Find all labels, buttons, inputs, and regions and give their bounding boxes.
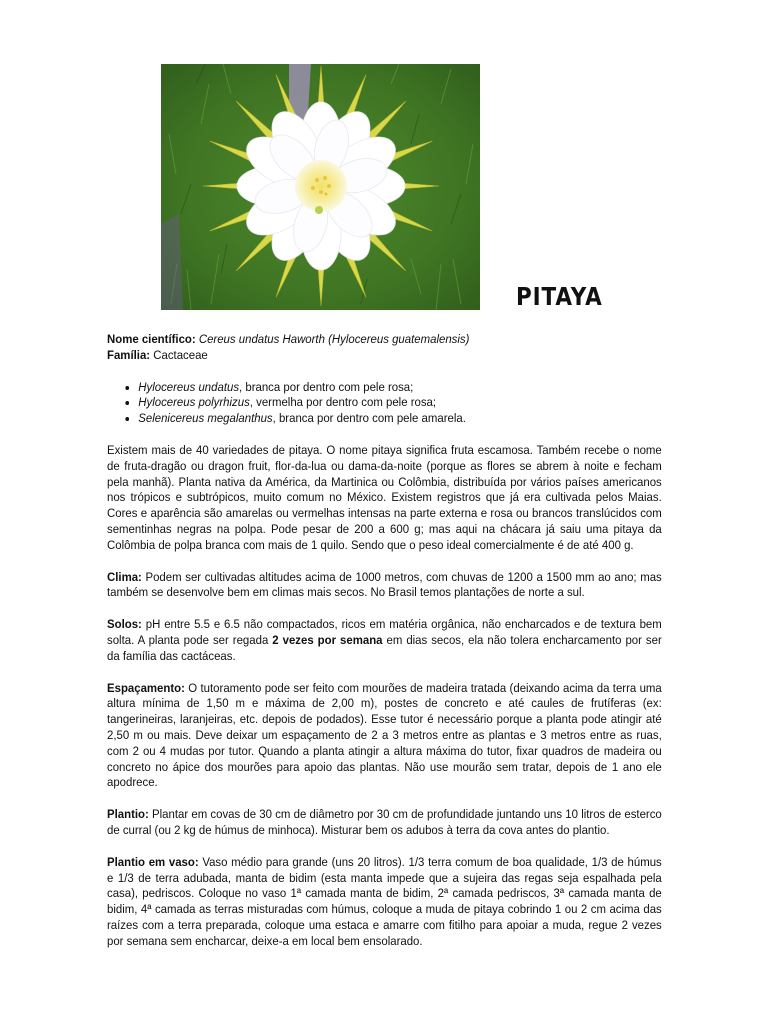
espacamento-paragraph (107, 681, 662, 792)
variety-desc: , vermelha por dentro com pele rosa; (249, 395, 437, 410)
list-item (138, 395, 661, 411)
family-line (107, 348, 662, 364)
page-title: PITAYA (516, 282, 603, 311)
family-label: Família: (107, 347, 151, 362)
varieties-list (107, 380, 662, 427)
plantio-paragraph (107, 807, 662, 839)
scientific-name-line (107, 332, 662, 348)
solos-label: Solos: (107, 617, 142, 632)
list-item (138, 380, 661, 396)
clima-label: Clima: (107, 569, 142, 584)
plantio-vaso-text: Vaso médio para grande (uns 20 litros). 1/3 terra comum de boa qualidade, 1/3 de húmus e 1/3 de terra adubada, manta de bidim (esta manta impede que a sujeira das regas seja espalhada pela casa), pedriscos. Coloque no vaso 1ª camada manta de bidim, 2ª camada pedriscos, 3ª camada manta de bidim, 4ª camada as terras misturadas com húmus, coloque a muda de pitaya cobrindo 1 ou 2 cm acima das raízes com a terra preparada, coloque uma estaca e amarre com fitilho para apoiar a muda, regue 2 vezes por semana sem encharcar, deixe-a em local bem ensolarado. (107, 854, 662, 948)
clima-paragraph (107, 570, 662, 602)
variety-name: Hylocereus polyrhizus (138, 395, 250, 410)
list-item (138, 411, 661, 427)
intro-paragraph: Existem mais de 40 variedades de pitaya. O nome pitaya significa fruta escamosa. Também recebe o nome de fruta-dragão ou dragon fruit, flor-da-lua ou dama-da-noite (porque as flores se abrem à noite e fecham pela manhã). Planta nativa da América, da Martinica ou Colômbia, distribuída por vários países americanos nos trópicos e subtrópicos, muito comum no México. Existem registros que já era cultivada pelos Maias. Cores e aparência são amarelas ou vermelhas intensas na parte externa e rosa ou brancos translúcidos com sementinhas negras na polpa. Pode pesar de 200 a 600 g; mas aqui na chácara já saiu uma pitaya da Colômbia de polpa branca com mais de 1 quilo. Sendo que o peso ideal comercialmente é de até 400 g. (107, 442, 662, 552)
pitaya-flower-photo (161, 64, 480, 310)
plantio-label: Plantio: (107, 807, 149, 822)
espacamento-label: Espaçamento: (107, 680, 185, 695)
scientific-name-value: Cereus undatus Haworth (Hylocereus guatemalensis) (195, 332, 470, 346)
plantio-vaso-paragraph (107, 855, 662, 950)
solos-text-1: pH entre 5.5 e 6.5 não compactados, ricos em matéria orgânica, não encharcados e de textura bem solta. A planta pode ser regada (107, 617, 662, 647)
scientific-name-label: Nome científico: (107, 332, 196, 346)
solos-text-2: em dias secos, ela não tolera encharcamento por ser da família das cactáceas. (107, 632, 662, 663)
solos-bold-text: 2 vezes por semana (272, 632, 383, 647)
family-value: Cactaceae (150, 347, 208, 362)
taxonomy-block (107, 332, 662, 364)
variety-desc: , branca por dentro com pele rosa; (239, 379, 414, 394)
variety-name: Selenicereus megalanthus (138, 411, 273, 426)
variety-name: Hylocereus undatus (138, 379, 240, 394)
document-body (107, 332, 662, 966)
espacamento-text: O tutoramento pode ser feito com mourões de madeira tratada (deixando acima da terra uma altura mínima de 1,50 m e máxima de 2,00 m), postes de concreto e até caules de frutíferas (ex: tangerineiras, laranjeiras, etc. depois de podados). Esse tutor é necessário porque a planta pode atingir até 2,50 m ou mais. Deve deixar um espaçamento de 2 a 3 metros entre as plantas e 3 metros entre as ruas, com 2 ou 4 mudas por tutor. Quando a planta atingir a altura máxima do tutor, fixar quadros de madeira ou concreto no ápice dos mourões para apoio das plantas. Não use mourão sem tratar, depois de 1 ano ele apodrece. (107, 680, 662, 790)
plantio-vaso-label: Plantio em vaso: (107, 854, 199, 869)
clima-text: Podem ser cultivadas altitudes acima de 1000 metros, com chuvas de 1200 a 1500 mm ao ano; mas também se desenvolve bem em climas mais secos. No Brasil temos plantações de norte a sul. (107, 569, 662, 600)
plantio-text: Plantar em covas de 30 cm de diâmetro por 30 cm de profundidade juntando uns 10 litros de esterco de curral (ou 2 kg de húmus de minhoca). Misturar bem os adubos à terra da cova antes do plantio. (107, 807, 662, 837)
solos-paragraph (107, 617, 662, 664)
variety-desc: , branca por dentro com pele amarela. (272, 411, 466, 426)
